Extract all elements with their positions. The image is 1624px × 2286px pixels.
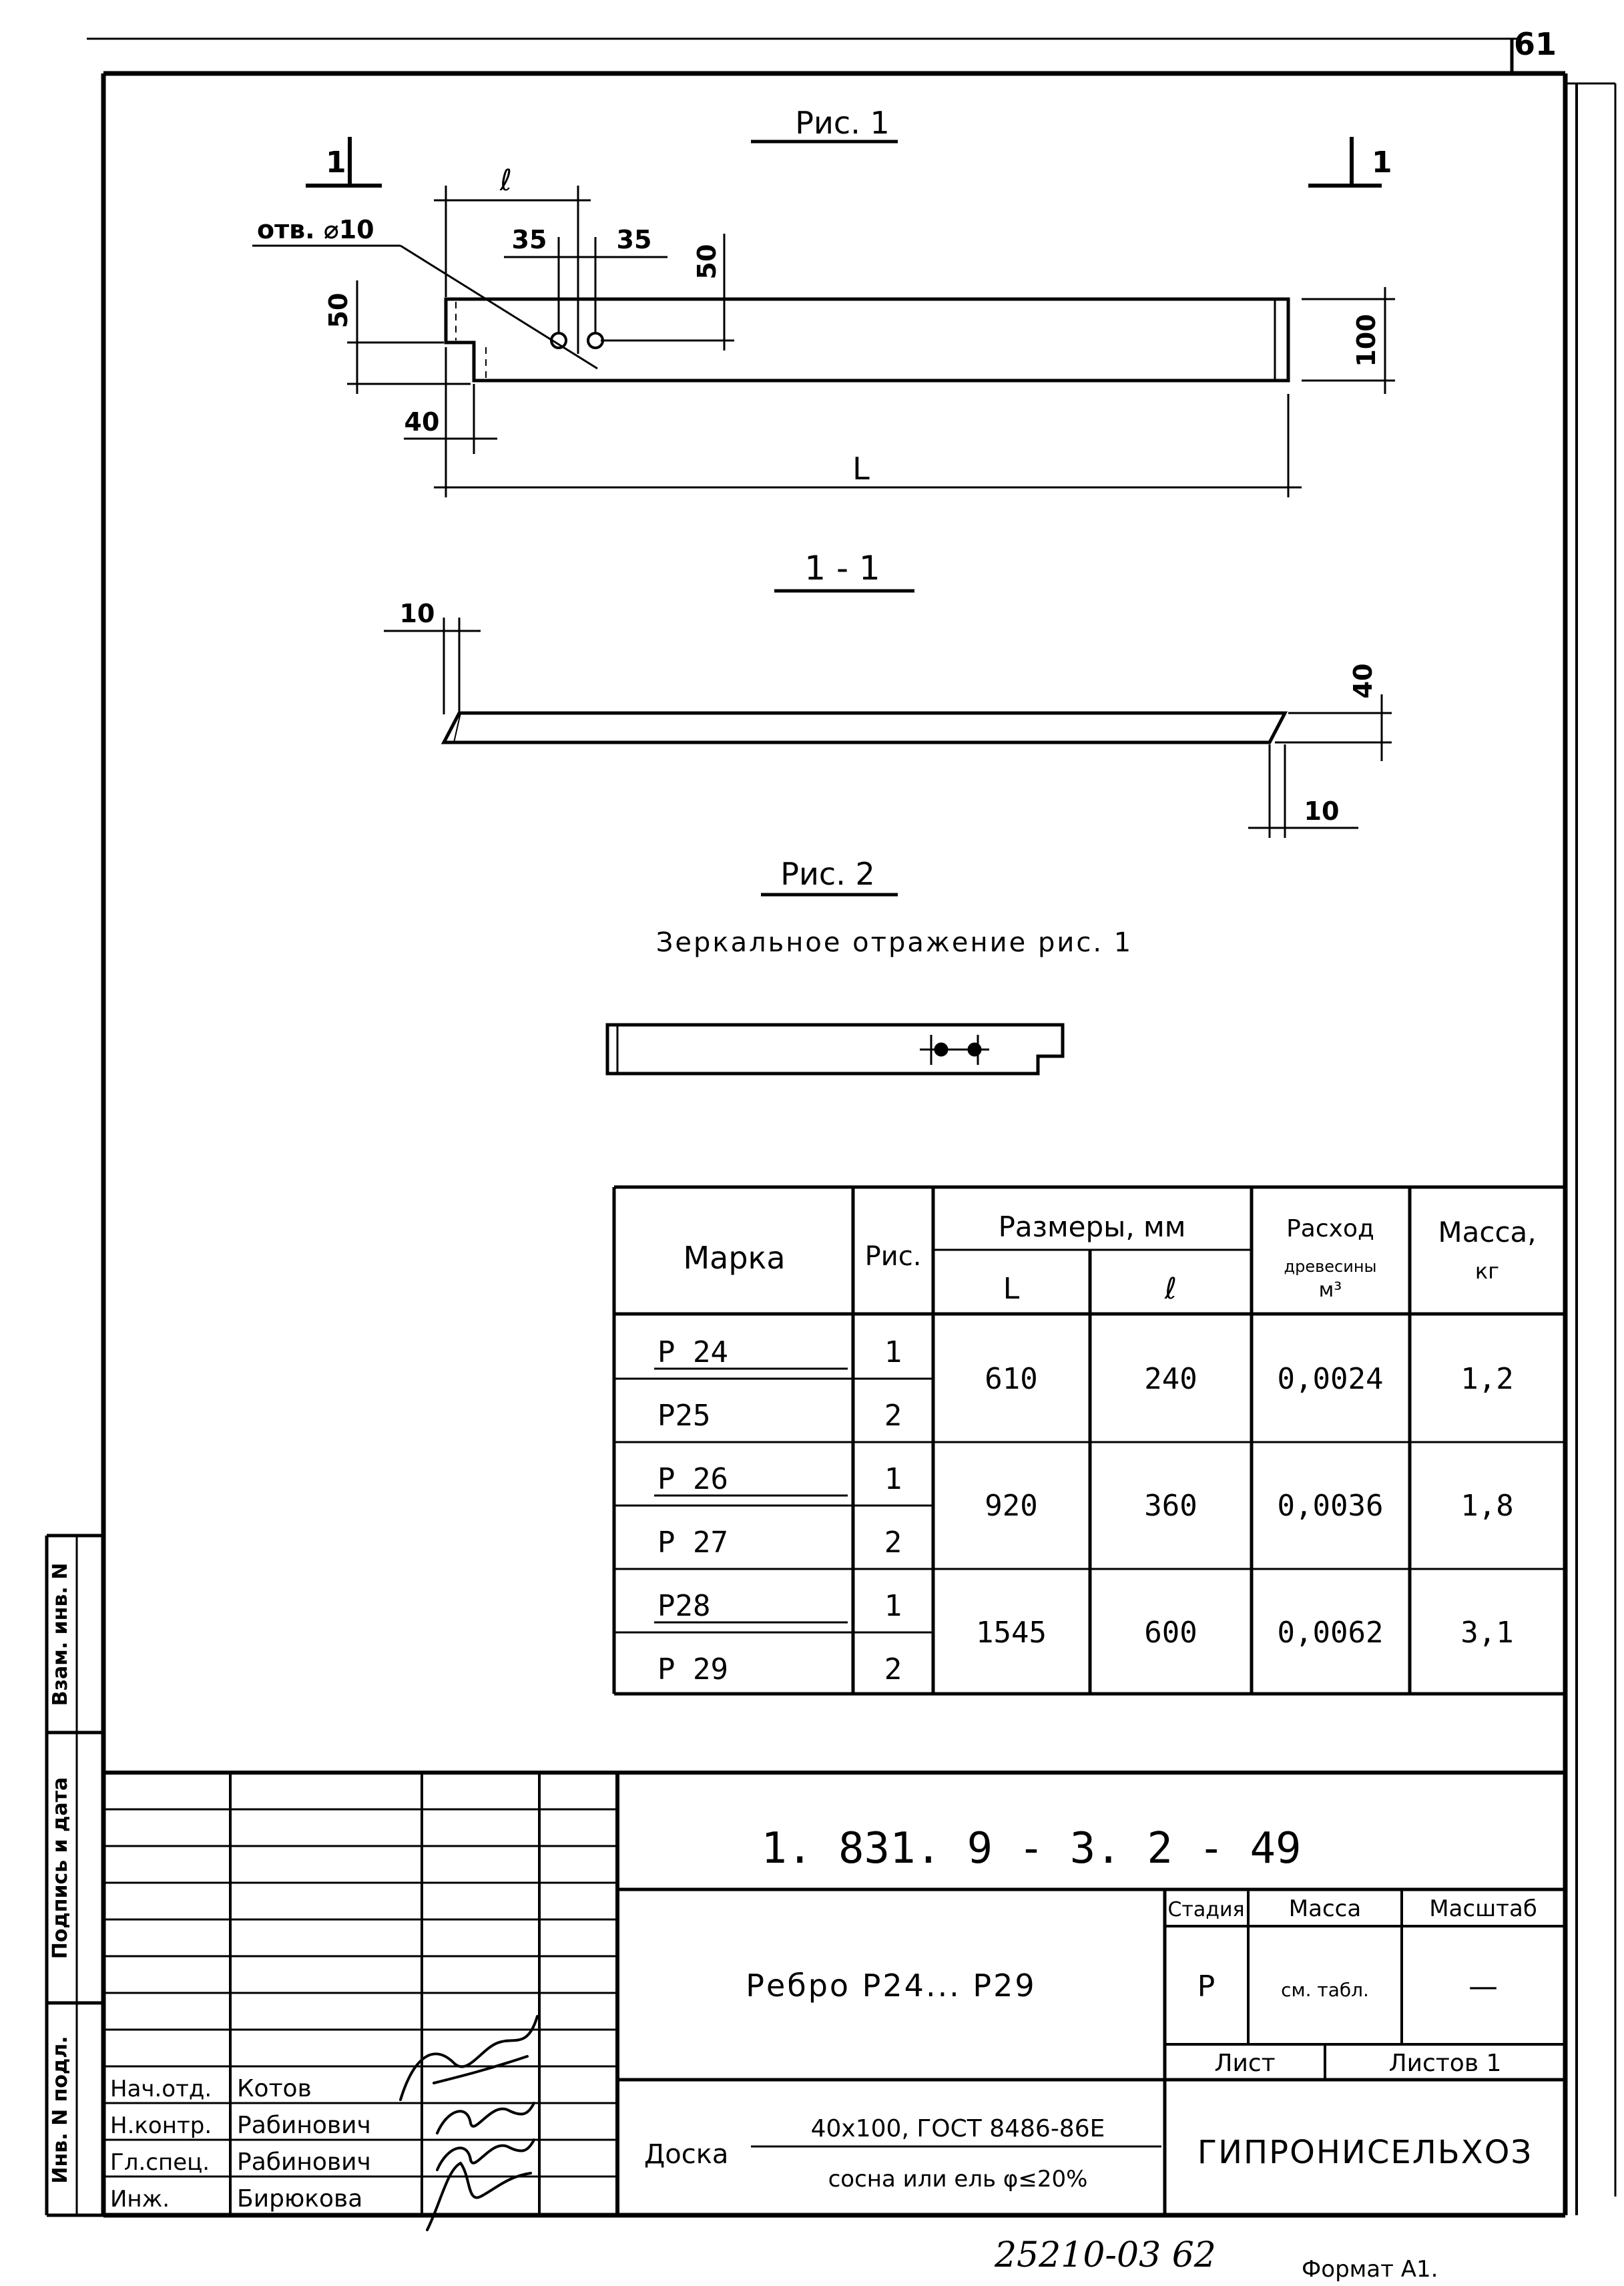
group-mass: 3,1 [1460,1616,1514,1650]
th-wood-3: м³ [1318,1279,1342,1302]
fig1-title: Рис. 1 [795,105,890,141]
role-label: Инж. [110,2186,170,2213]
group-mass: 1,8 [1460,1489,1514,1523]
section-dim-40: 40 [1348,663,1378,699]
row-fig: 2 [884,1652,902,1686]
scale-label: Масштаб [1429,1895,1537,1922]
group-L: 1545 [976,1616,1047,1650]
row-fig: 2 [884,1399,902,1433]
row-mark: Р25 [657,1399,711,1433]
mass-label: Масса [1288,1895,1362,1922]
sheets-label: Листов 1 [1388,2050,1502,2077]
row-fig: 1 [884,1462,902,1496]
role-label: Гл.спец. [110,2149,210,2176]
stage-label: Стадия [1167,1898,1245,1921]
group-L: 920 [985,1489,1038,1523]
dim-L-label: L [852,451,870,487]
th-mass-2: кг [1474,1259,1500,1284]
fig2-holes [920,1035,989,1065]
figure-1 [252,105,1395,497]
dim-35b-label: 35 [616,225,652,254]
material-line-1: 40х100, ГОСТ 8486-86Е [810,2115,1105,2142]
person-name: Котов [237,2075,312,2102]
archive-number: 25210-03 62 [995,2235,1216,2275]
group-l: 360 [1144,1489,1197,1523]
row-fig: 1 [884,1589,902,1623]
person-name: Рабинович [237,2112,371,2139]
section-mark-left-label: 1 [326,146,346,180]
format-label: Формат А1. [1302,2256,1438,2283]
section-dim-10-top: 10 [399,599,435,628]
board-fig1 [446,299,1288,381]
row-mark: Р 29 [657,1652,728,1686]
th-wood-2: древесины [1284,1257,1377,1276]
side-stamp-podpis: Подпись и дата [49,1777,72,1960]
group-mass: 1,2 [1460,1362,1514,1396]
section-mark-right [1308,137,1382,186]
person-name: Рабинович [237,2148,371,2176]
spec-table [614,1187,1565,1694]
title-block [103,1773,1565,2230]
scale-value: — [1468,1970,1498,2004]
section-title: 1 - 1 [804,549,880,588]
dim-35a-label: 35 [511,225,547,254]
group-L: 610 [985,1362,1038,1396]
dim-100-label: 100 [1352,314,1381,367]
side-stamp [47,1536,103,2215]
dimensions-section [384,618,1392,838]
section-mark-right-label: 1 [1372,146,1392,180]
role-label: Н.контр. [110,2112,212,2139]
role-label: Нач.отд. [110,2076,212,2102]
group-wood: 0,0024 [1277,1362,1384,1396]
row-mark: Р 26 [657,1462,728,1496]
sheet-label: Лист [1214,2050,1276,2077]
fig2-title: Рис. 2 [780,856,875,892]
drawing-name: Ребро Р24... Р29 [746,1968,1037,2004]
organization: ГИПРОНИСЕЛЬХОЗ [1197,2134,1533,2171]
dim-l-label: ℓ [499,164,513,198]
dim-50-top-label: 50 [692,244,722,280]
doc-code: 1. 831. 9 - 3. 2 - 49 [761,1824,1302,1873]
th-fig: Рис. [864,1241,922,1272]
fig2-caption: Зеркальное отражение рис. 1 [655,927,1133,958]
dim-50-left-label: 50 [324,292,353,328]
row-fig: 1 [884,1335,902,1369]
person-name: Бирюкова [237,2185,363,2213]
board-fig2 [607,1025,1063,1074]
section-profile [444,713,1285,742]
hole-label: отв. ⌀10 [257,215,374,244]
sheet-number: 61 [1513,26,1557,62]
group-l: 600 [1144,1616,1197,1650]
material-line-2: сосна или ель φ≤20% [828,2166,1088,2193]
th-sizes: Размеры, мм [998,1210,1186,1243]
th-L: L [1003,1272,1020,1306]
th-mark: Марка [683,1240,786,1276]
row-mark: Р 27 [657,1526,728,1560]
th-wood-1: Расход [1286,1215,1374,1242]
figure-2 [607,856,1133,1074]
side-stamp-vzam: Взам. инв. N [49,1562,72,1706]
group-l: 240 [1144,1362,1197,1396]
dimensions-fig1 [347,186,1395,497]
group-wood: 0,0062 [1277,1616,1384,1650]
stage-value: Р [1197,1970,1215,2004]
dim-40-label: 40 [404,407,440,437]
group-wood: 0,0036 [1277,1489,1384,1523]
hole-leader [252,246,597,369]
section-1-1 [384,549,1392,838]
row-mark: Р28 [657,1589,711,1623]
row-mark: Р 24 [657,1335,728,1369]
th-mass-1: Масса, [1438,1216,1537,1248]
mass-value: см. табл. [1281,1979,1369,2001]
material-label: Доска [644,2139,729,2170]
th-l: ℓ [1164,1272,1177,1306]
section-dim-10-bottom: 10 [1304,796,1340,826]
side-stamp-inv: Инв. N подл. [49,2036,72,2184]
row-fig: 2 [884,1526,902,1560]
